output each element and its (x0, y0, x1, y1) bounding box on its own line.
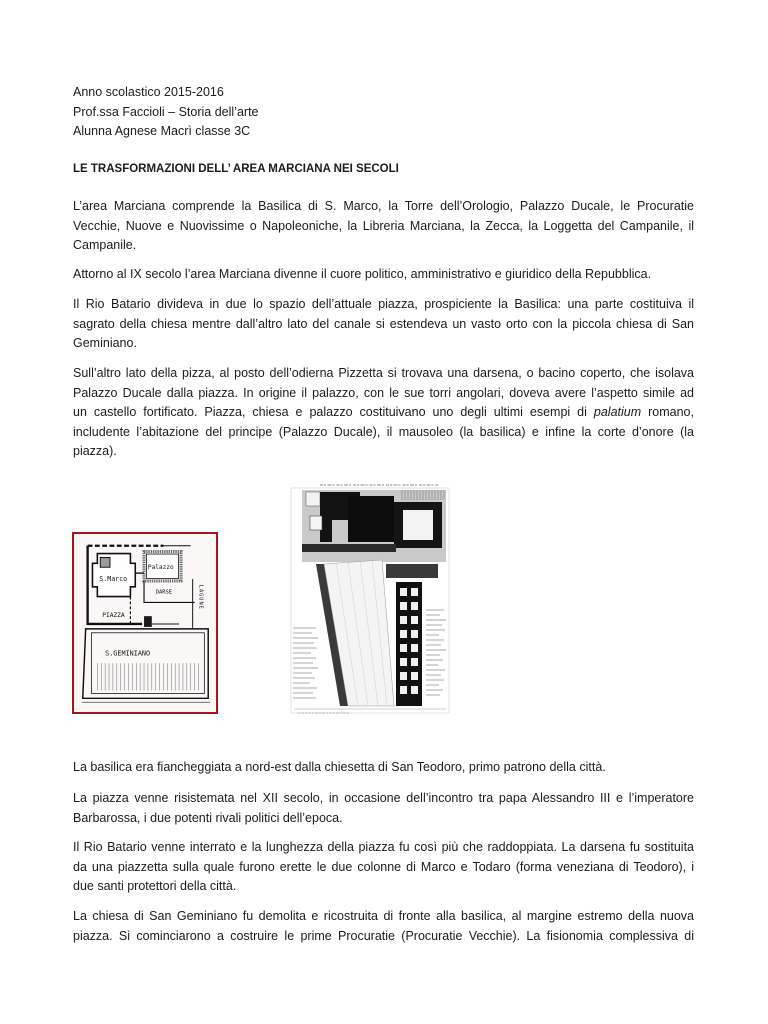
text-line: piazza. Si cominciarono a costruire le prime Procuratie (Procuratie Vecchie). La fisionomia complessiva di (73, 928, 694, 943)
text-line (73, 403, 694, 423)
plan-buildings-top (302, 490, 446, 562)
text-line: Vecchie, Nuove e Nuovissime o Napoleoniche, la Libreria Marciana, la Zecca, la Loggetta del Campanile, il (73, 218, 694, 233)
text-line: includente l’abitazione del principe (Palazzo Ducale), il mausoleo (la basilica) e infine la corte d’onore (la (73, 424, 694, 439)
map-image-plan (290, 480, 450, 716)
text-line: Palazzo Ducale dalla piazza. In origine il palazzo, con le sue torri angolari, doveva avere l’aspetto simile ad (73, 385, 694, 400)
map-label-laguna: LAGUNE (197, 584, 204, 610)
text-line: da una piazzetta sulla quale furono erette le due colonne di Marco e Todaro (forma veneziana di Teodoro), i (73, 859, 694, 874)
text-line: Attorno al IX secolo l’area Marciana divenne il cuore politico, amministrativo e giuridico della Repubblica. (73, 267, 652, 281)
paragraph (73, 197, 694, 256)
text-segment: un castello fortificato. Piazza, chiesa e palazzo costituivano uno degli ultimi esempi di (73, 405, 594, 419)
text-line: due santi protettori della città. (73, 879, 237, 893)
text-line: L’area Marciana comprende la Basilica di S. Marco, la Torre dell’Orologio, Palazzo Ducale, le Procuratie (73, 199, 694, 213)
header-teacher: Prof.ssa Faccioli – Storia dell’arte (73, 104, 259, 119)
paragraph (73, 907, 694, 946)
text-line: La piazza venne risistemata nel XII secolo, in occasione dell’incontro tra papa Alessandro III e l’imperatore (73, 791, 694, 805)
plan-drawing (290, 480, 450, 716)
paragraph (73, 838, 694, 897)
text-line: Campanile. (73, 238, 137, 252)
map-drawing (74, 534, 216, 712)
text-line: Il Rio Batario divideva in due lo spazio dell’attuale piazza, prospiciente la Basilica: una parte costituiva il (73, 297, 694, 311)
map-label-darsena: DARSE (155, 589, 173, 596)
paragraph (73, 364, 694, 462)
text-line: Il Rio Batario venne interrato e la lunghezza della piazza fu così più che raddoppiata. La darsena fu sostituita (73, 840, 694, 854)
document-header (73, 83, 694, 142)
italic-term-palatium: palatium (593, 405, 642, 419)
text-line: piazza). (73, 444, 117, 458)
rio-marker (144, 616, 152, 627)
title-text: LE TRASFORMAZIONI DELL’ AREA MARCIANA NEI SECOLI (73, 163, 399, 175)
map-label-piazza: PIAZZA (102, 612, 125, 620)
map-label-s-marco: S.Marco (99, 574, 128, 583)
map-label-palazzo: Palazzo (147, 564, 174, 572)
text-line: Sull’altro lato della pizza, al posto dell’odierna Pizzetta si trovava una darsena, o bacino coperto, che isolava (73, 366, 694, 380)
map-image-old-area (72, 532, 218, 714)
paragraph (73, 295, 694, 354)
header-school-year: Anno scolastico 2015-2016 (73, 85, 224, 99)
plan-block-upper-right (386, 564, 438, 578)
paragraph (73, 265, 694, 285)
paragraph (73, 789, 694, 828)
text-segment: romano, (641, 405, 694, 419)
procuratie-nuove-block (396, 582, 422, 706)
map-label-s-geminiano: S.GEMINIANO (105, 649, 151, 658)
text-line: Barbarossa, i due potenti rivali politici dell’epoca. (73, 810, 343, 825)
small-church-square (100, 557, 110, 567)
text-line: Geminiano. (73, 336, 137, 350)
text-line: La chiesa di San Geminiano fu demolita e ricostruita di fronte alla basilica, al margine estremo della nuova (73, 909, 694, 923)
paragraph (73, 758, 694, 778)
text-line: La basilica era fiancheggiata a nord-est dalla chiesetta di San Teodoro, primo patrono della città. (73, 760, 606, 774)
document-title (73, 160, 694, 180)
text-line: sagrato della chiesa mentre dall’altro lato del canale si estendeva un vasto orto con la piccola chiesa di San (73, 316, 694, 331)
header-student: Alunna Agnese Macrì classe 3C (73, 124, 251, 138)
